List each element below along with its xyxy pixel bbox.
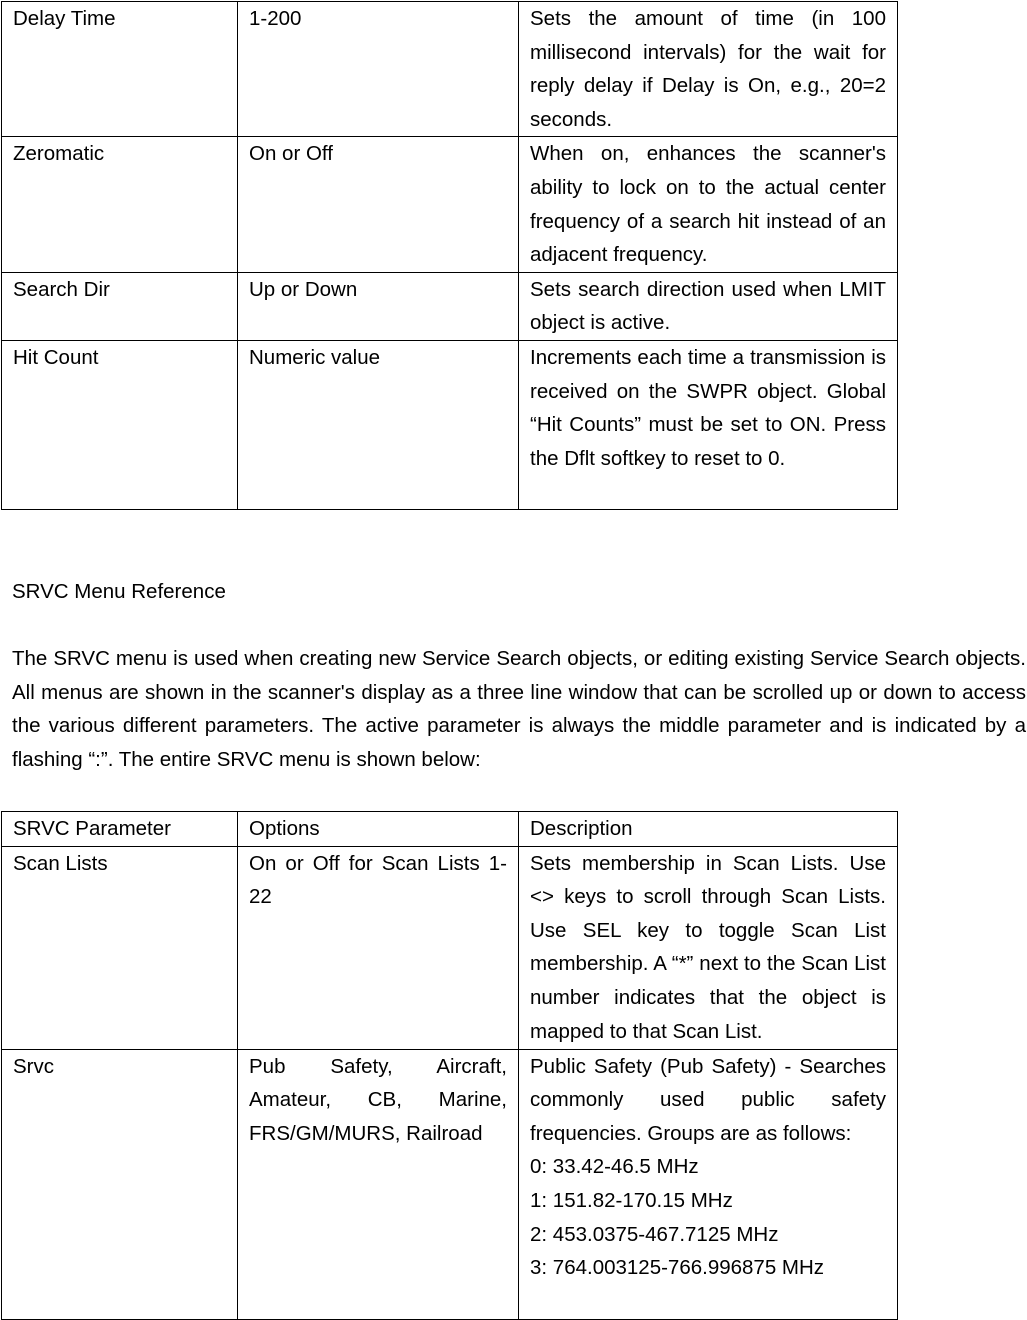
description-cell: Sets membership in Scan Lists. Use <> keys to scroll through Scan Lists. Use SEL key to toggle Scan List membership. A “*” next to the Scan List number indicates that the object is mapped to that Scan List. <box>519 846 898 1049</box>
description-cell: When on, enhances the scanner's ability to lock on to the actual center frequency of a search hit instead of an adjacent frequency. <box>519 137 898 272</box>
srvc-parameter-table <box>1 811 898 1320</box>
srvc-description-intro: Public Safety (Pub Safety) - Searches commonly used public safety frequencies. Groups are as follows: <box>530 1054 886 1145</box>
table-row <box>2 1049 898 1319</box>
header-param: SRVC Parameter <box>2 812 238 847</box>
table-row <box>2 846 898 1049</box>
param-cell: Search Dir <box>2 272 238 340</box>
description-cell <box>519 1049 898 1319</box>
frequency-group: 3: 764.003125-766.996875 MHz <box>530 1256 825 1280</box>
options-cell: On or Off for Scan Lists 1-22 <box>238 846 519 1049</box>
table-row <box>2 272 898 340</box>
param-cell: Srvc <box>2 1049 238 1319</box>
options-cell: Numeric value <box>238 340 519 509</box>
section-heading: SRVC Menu Reference <box>12 580 226 603</box>
description-cell: Sets search direction used when LMIT object is active. <box>519 272 898 340</box>
options-cell: On or Off <box>238 137 519 272</box>
frequency-group: 2: 453.0375-467.7125 MHz <box>530 1222 779 1246</box>
table-row <box>2 340 898 509</box>
param-cell: Zeromatic <box>2 137 238 272</box>
frequency-group: 1: 151.82-170.15 MHz <box>530 1188 733 1212</box>
intro-paragraph: The SRVC menu is used when creating new Service Search objects, or editing existing Service Search objects. All menus are shown in the scanner's display as a three line window that can be scrolled up or down to access the various different parameters. The active parameter is always the middle parameter and is indicated by a flashing “:”. The entire SRVC menu is shown below: <box>12 647 1026 771</box>
top-parameter-table <box>1 1 898 510</box>
table-row <box>2 137 898 272</box>
table-row <box>2 2 898 137</box>
param-cell: Hit Count <box>2 340 238 509</box>
options-cell: 1-200 <box>238 2 519 137</box>
param-cell: Scan Lists <box>2 846 238 1049</box>
table-header-row <box>2 812 898 847</box>
param-cell: Delay Time <box>2 2 238 137</box>
description-cell: Sets the amount of time (in 100 millisecond intervals) for the wait for reply delay if Delay is On, e.g., 20=2 seconds. <box>519 2 898 137</box>
description-cell: Increments each time a transmission is received on the SWPR object. Global “Hit Counts” must be set to ON. Press the Dflt softkey to reset to 0. <box>519 340 898 509</box>
options-cell: Pub Safety, Aircraft, Amateur, CB, Marine, FRS/GM/MURS, Railroad <box>238 1049 519 1319</box>
header-description: Description <box>519 812 898 847</box>
frequency-group: 0: 33.42-46.5 MHz <box>530 1155 699 1179</box>
header-options: Options <box>238 812 519 847</box>
options-cell: Up or Down <box>238 272 519 340</box>
